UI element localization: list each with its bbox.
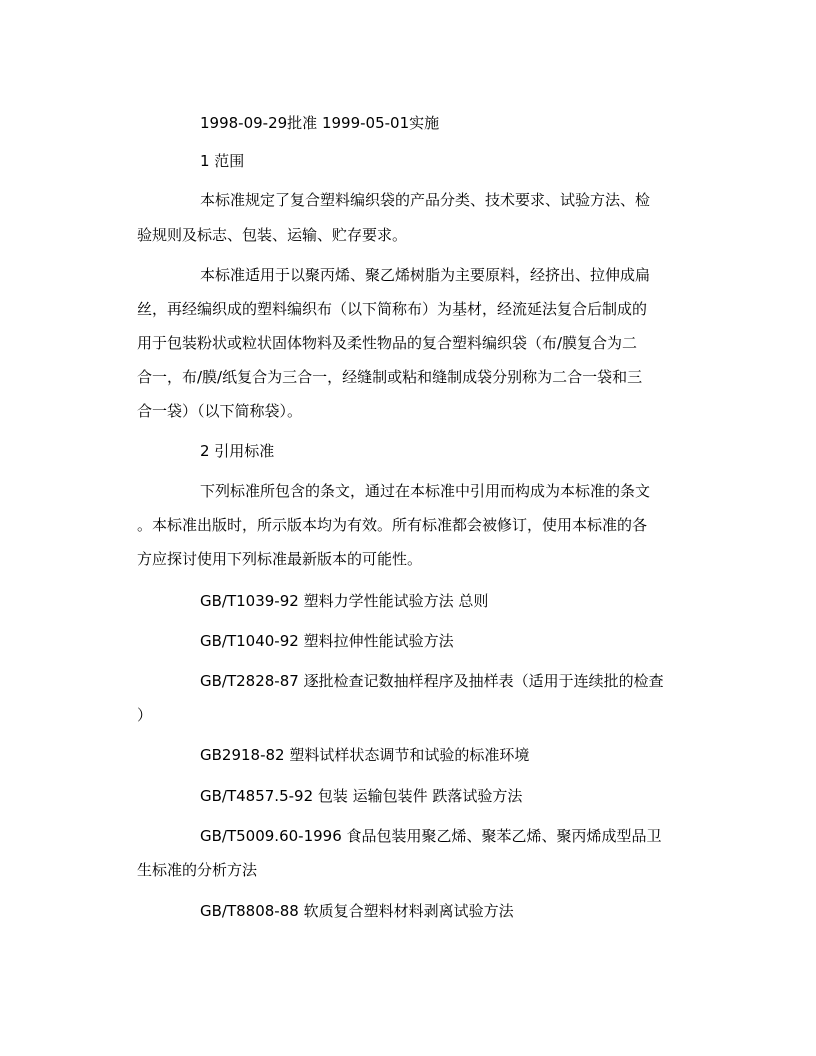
reference-item-gbt4857: GB/T4857.5-92 包装 运输包装件 跌落试验方法 [200, 787, 523, 805]
scope-paragraph-2-line-3: 用于包装粉状或粒状固体物料及柔性物品的复合塑料编织袋（布/膜复合为二 [137, 334, 638, 352]
reference-intro-line-1: 下列标准所包含的条文，通过在本标准中引用而构成为本标准的条文 [200, 482, 651, 500]
section-2-heading: 2 引用标准 [200, 442, 275, 460]
reference-item-gbt2828-line-2: ） [137, 706, 153, 724]
scope-paragraph-1-line-2: 验规则及标志、包装、运输、贮存要求。 [137, 226, 408, 244]
reference-item-gbt8808: GB/T8808-88 软质复合塑料材料剥离试验方法 [200, 902, 514, 920]
scope-paragraph-2-line-1: 本标准适用于以聚丙烯、聚乙烯树脂为主要原料，经挤出、拉伸成扁 [200, 266, 651, 284]
reference-item-gb2918: GB2918-82 塑料试样状态调节和试验的标准环境 [200, 746, 530, 764]
scope-paragraph-1-line-1: 本标准规定了复合塑料编织袋的产品分类、技术要求、试验方法、检 [200, 191, 651, 209]
reference-intro-line-2: 。本标准出版时，所示版本均为有效。所有标准都会被修订，使用本标准的各 [137, 516, 648, 534]
reference-item-gbt1039: GB/T1039-92 塑料力学性能试验方法 总则 [200, 592, 489, 610]
section-1-heading: 1 范围 [200, 152, 245, 170]
scope-paragraph-2-line-2: 丝，再经编织成的塑料编织布（以下简称布）为基材，经流延法复合后制成的 [137, 300, 648, 318]
approval-line: 1998-09-29批准 1999-05-01实施 [200, 114, 440, 132]
reference-item-gbt5009-line-1: GB/T5009.60-1996 食品包装用聚乙烯、聚苯乙烯、聚丙烯成型品卫 [200, 827, 662, 845]
reference-item-gbt2828-line-1: GB/T2828-87 逐批检查记数抽样程序及抽样表（适用于连续批的检查 [200, 672, 664, 690]
reference-item-gbt1040: GB/T1040-92 塑料拉伸性能试验方法 [200, 632, 454, 650]
scope-paragraph-2-line-4: 合一，布/膜/纸复合为三合一，经缝制或粘和缝制成袋分别称为二合一袋和三 [137, 368, 643, 386]
reference-item-gbt5009-line-2: 生标准的分析方法 [137, 861, 258, 879]
scope-paragraph-2-line-5: 合一袋）（以下简称袋）。 [137, 402, 303, 420]
reference-intro-line-3: 方应探讨使用下列标准最新版本的可能性。 [137, 550, 423, 568]
